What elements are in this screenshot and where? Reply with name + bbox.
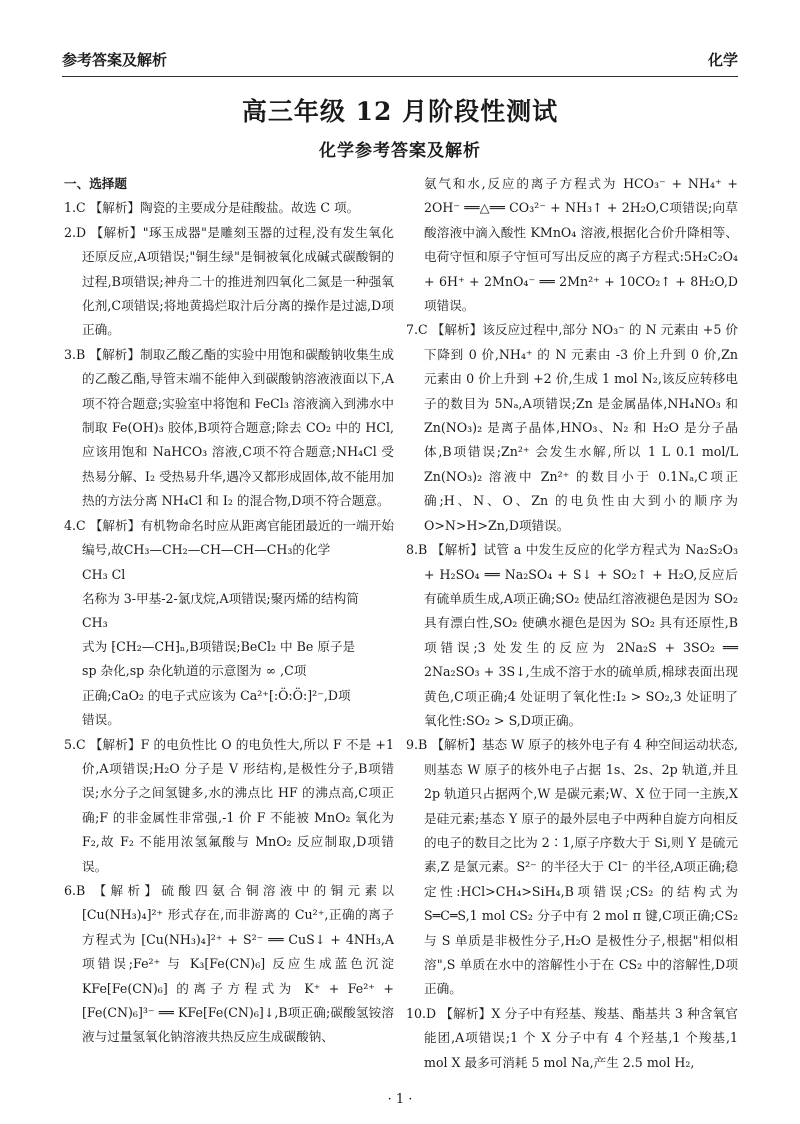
left-column-paragraph: 4.C 【解析】有机物命名时应从距离官能团最近的一端开始编号,故CH₃—CH₂—CH—CH—CH₃的化学	[64, 517, 394, 558]
left-column-paragraph: 1.C 【解析】陶瓷的主要成分是硅酸盐。故选 C 项。	[64, 200, 360, 216]
left-column-paragraph: 错误。	[82, 712, 120, 728]
left-column-paragraph: 6.B 【解析】硫酸四氨合铜溶液中的铜元素以 [Cu(NH₃)₄]²⁺ 形式存在,而非游离的 Cu²⁺,正确的离子方程式为 [Cu(NH₃)₄]²⁺ + S²⁻ ══ CuS↓ + 4NH₃,A项错误;Fe²⁺ 与 K₃[Fe(CN)₆] 反应生成蓝色沉淀 KFe[Fe(CN)₆] 的离子方程式为 K⁺ + Fe²⁺ + [Fe(CN)₆]³⁻ ══ KFe[Fe(CN)₆]↓,B项正确;碳酸氢铵溶液与过量氢氧化钠溶液共热反应生成碳酸钠、	[64, 882, 394, 1045]
header-subject-label: 化学	[707, 51, 738, 69]
left-column-paragraph: 2.D 【解析】"琢玉成器"是雕刻玉器的过程,没有发生氧化还原反应,A项错误;"铜生绿"是铜被氧化成碱式碳酸铜的过程,B项错误;神舟二十的推进剂四氧化二氮是一种强氧化剂,C项错误;将地黄捣烂取汁后分离的操作是过滤,D项正确。	[64, 224, 394, 338]
right-column-paragraph: 9.B 【解析】基态 W 原子的核外电子有 4 种空间运动状态,则基态 W 原子的核外电子占据 1s、2s、2p 轨道,并且 2p 轨道只占据两个,W 是碳元素;W、X 位于同一主族,X 是硅元素;基态 Y 原子的最外层电子中两种自旋方向相反的电子的数目之比为 2∶1,原子序数大于 Si,则 Y 是硫元素,Z 是氯元素。S²⁻ 的半径大于 Cl⁻ 的半径,A项正确;稳定性:HCl>CH₄>SiH₄,B项错误;CS₂ 的结构式为 S═C═S,1 mol CS₂ 分子中有 2 mol π 键,C项正确;CS₂ 与 S 单质是非极性分子,H₂O 是极性分子,根据"相似相溶",S 单质在水中的溶解性小于在 CS₂ 中的溶解性,D项正确。	[406, 737, 738, 997]
left-column-paragraph: 3.B 【解析】制取乙酸乙酯的实验中用饱和碳酸钠收集生成的乙酸乙酯,导管末端不能伸入到碳酸钠溶液液面以下,A项不符合题意;实验室中将饱和 FeCl₃ 溶液滴入到沸水中制取 Fe(OH)₃ 胶体,B项符合题意;除去 CO₂ 中的 HCl,应该用饱和 NaHCO₃ 溶液,C项不符合题意;NH₄Cl 受热易分解、I₂ 受热易升华,遇冷又都形成固体,故不能用加热的方法分离 NH₄Cl 和 I₂ 的混合物,D项不符合题意。	[64, 346, 394, 509]
document-subtitle: 化学参考答案及解析	[319, 141, 481, 161]
page-header	[62, 46, 738, 77]
left-column-paragraph: sp 杂化,sp 杂化轨道的示意图为 ∞ ,C项	[82, 663, 307, 679]
left-column-paragraph: 式为 ⁅CH₂—CH⁆ₙ,B项错误;BeCl₂ 中 Be 原子是	[82, 638, 356, 654]
right-column-paragraph: 氨气和水,反应的离子方程式为 HCO₃⁻ + NH₄⁺ + 2OH⁻ ══△══ CO₃²⁻ + NH₃↑ + 2H₂O,C项错误;向草酸溶液中滴入酸性 KMnO₄ 溶液,根据化合价升降相等、电荷守恒和原子守恒可写出反应的离子方程式:5H₂C₂O₄ + 6H⁺ + 2MnO₄⁻ ══ 2Mn²⁺ + 10CO₂↑ + 8H₂O,D项错误。	[424, 176, 738, 314]
left-column-paragraph: CH₃	[82, 614, 108, 630]
left-column-paragraph: 正确;CaO₂ 的电子式应该为 Ca²⁺[:Ö:Ö:]²⁻,D项	[82, 687, 351, 703]
left-column-paragraph: 一、选择题	[64, 176, 127, 191]
left-column-paragraph: 名称为 3-甲基-2-氯戊烷,A项错误;聚丙烯的结构简	[82, 590, 359, 606]
header-left-label: 参考答案及解析	[62, 51, 168, 69]
left-column-paragraph: CH₃ Cl	[82, 566, 126, 582]
document-title: 高三年级 12 月阶段性测试	[241, 97, 559, 126]
right-column-paragraph: 10.D 【解析】X 分子中有羟基、羧基、酯基共 3 种含氧官能团,A项错误;1 个 X 分子中有 4 个羟基,1 个羧基,1 mol X 最多可消耗 5 mol Na,产生 2.5 mol H₂,	[406, 1005, 738, 1070]
right-column	[406, 172, 738, 1075]
right-column-paragraph: 7.C 【解析】该反应过程中,部分 NO₃⁻ 的 N 元素由 +5 价下降到 0 价,NH₄⁺ 的 N 元素由 -3 价上升到 0 价,Zn 元素由 0 价上升到 +2 价,生成 1 mol N₂,该反应转移电子的数目为 5Nₐ,A项错误;Zn 是金属晶体,NH₄NO₃ 和 Zn(NO₃)₂ 是离子晶体,HNO₃、N₂ 和 H₂O 是分子晶体,B项错误;Zn²⁺ 会发生水解,所以 1 L 0.1 mol/L Zn(NO₃)₂ 溶液中 Zn²⁺ 的数目小于 0.1Nₐ,C项正确;H、N、O、Zn 的电负性由大到小的顺序为 O>N>H>Zn,D项错误。	[406, 322, 738, 533]
page-number: · 1 ·	[387, 1092, 413, 1107]
right-column-paragraph: 8.B 【解析】试管 a 中发生反应的化学方程式为 Na₂S₂O₃ + H₂SO₄ ══ Na₂SO₄ + S↓ + SO₂↑ + H₂O,反应后有硫单质生成,A项正确;SO₂ 使品红溶液褪色是因为 SO₂ 具有漂白性,SO₂ 使碘水褪色是因为 SO₂ 具有还原性,B项错误;3 处发生的反应为 2Na₂S + 3SO₂ ══ 2Na₂SO₃ + 3S↓,生成不溶于水的硫单质,棉球表面出现黄色,C项正确;4 处证明了氧化性:I₂ > SO₂,3 处证明了氧化性:SO₂ > S,D项正确。	[406, 542, 738, 728]
left-column	[64, 172, 394, 1050]
left-column-paragraph: 5.C 【解析】F 的电负性比 O 的电负性大,所以 F 不是 +1 价,A项错误;H₂O 分子是 V 形结构,是极性分子,B项错误;水分子之间氢键多,水的沸点比 HF 的沸点高,C项正确;F 的非金属性非常强,-1 价 F 不能被 MnO₂ 氧化为 F₂,故 F₂ 不能用浓氢氟酸与 MnO₂ 反应制取,D项错误。	[64, 736, 394, 874]
